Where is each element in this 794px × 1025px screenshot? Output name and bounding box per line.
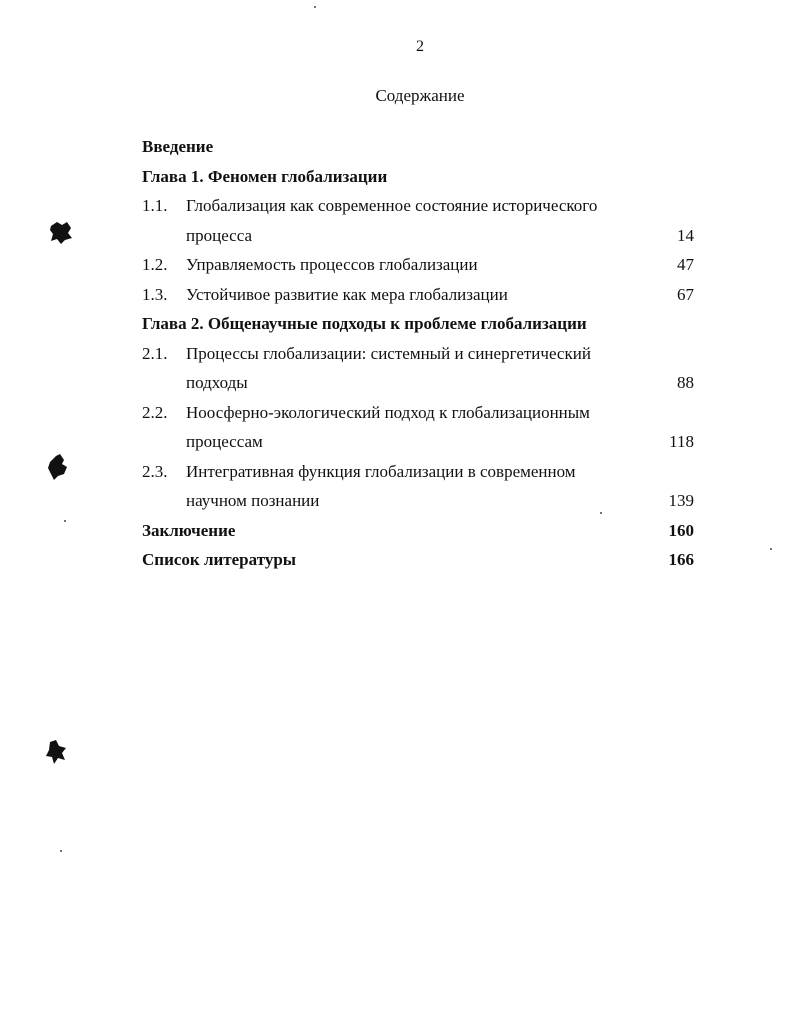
toc-entry-conclusion: [142, 516, 694, 546]
toc-entry-text: Устойчивое развитие как мера глобализации: [186, 284, 508, 304]
toc-entry-2-3: [142, 457, 694, 487]
toc-entry-text: научном познании: [186, 491, 320, 510]
toc-entry-number: 1.1.: [142, 196, 168, 215]
toc-entry-page: 139: [668, 491, 694, 510]
toc-entry-number: 1.3.: [142, 284, 168, 304]
page-number: 2: [416, 38, 424, 55]
toc-entry-text: Заключение: [142, 520, 236, 540]
toc-entry-text: Глава 2. Общенаучные подходы к проблеме глобализации: [142, 314, 587, 333]
toc-entry-chapter-1: [142, 162, 694, 192]
page-title: Содержание: [375, 86, 465, 105]
toc-entry-text: Процессы глобализации: системный и синергетический: [186, 343, 591, 363]
ink-blot-icon: [44, 738, 70, 766]
scan-speck: [770, 548, 772, 550]
scan-speck: [314, 6, 316, 8]
toc-entry-2-2: [142, 398, 694, 428]
toc-entry-page: 47: [677, 255, 694, 274]
toc-entry-1-2: [142, 250, 694, 280]
toc-entry-number: 2.3.: [142, 461, 168, 481]
toc-entry-text: Глава 1. Феномен глобализации: [142, 166, 388, 186]
toc-entry-text: Список литературы: [142, 550, 297, 569]
toc-entry-bibliography: [142, 545, 694, 575]
toc-entry-page: 160: [668, 520, 694, 540]
toc-entry-1-1: [142, 191, 694, 221]
scan-speck: [600, 512, 602, 514]
toc-entry-page: 88: [677, 373, 694, 392]
toc-entry-text: Глобализация как современное состояние исторического: [186, 196, 598, 215]
toc-entry-text: Ноосферно-экологический подход к глобализационным: [186, 402, 590, 422]
toc-entry-number: 2.2.: [142, 402, 168, 422]
toc-entry-2-1-cont: [142, 368, 694, 398]
scan-speck: [60, 850, 62, 852]
table-of-contents: [142, 132, 694, 575]
toc-entry-chapter-2: [142, 309, 694, 339]
toc-entry-text: Интегративная функция глобализации в современном: [186, 461, 576, 481]
toc-entry-1-3: [142, 280, 694, 310]
toc-entry-2-1: [142, 339, 694, 369]
toc-entry-number: 2.1.: [142, 343, 168, 363]
toc-entry-page: 118: [669, 432, 694, 451]
toc-entry-text: подходы: [186, 373, 248, 392]
toc-entry-text: Управляемость процессов глобализации: [186, 255, 478, 274]
scan-speck: [64, 520, 66, 522]
ink-blot-icon: [48, 220, 74, 246]
toc-entry-text: процессам: [186, 432, 263, 451]
toc-entry-page: 14: [677, 225, 694, 245]
toc-entry-2-3-cont: [142, 486, 694, 516]
toc-entry-text: Введение: [142, 137, 214, 156]
ink-blot-icon: [46, 452, 70, 482]
toc-entry-2-2-cont: [142, 427, 694, 457]
toc-entry-intro: [142, 132, 694, 162]
toc-entry-text: процесса: [186, 225, 253, 245]
toc-entry-page: 67: [677, 284, 694, 304]
toc-entry-1-1-cont: [142, 221, 694, 251]
toc-entry-page: 166: [668, 550, 694, 569]
toc-entry-number: 1.2.: [142, 255, 168, 274]
